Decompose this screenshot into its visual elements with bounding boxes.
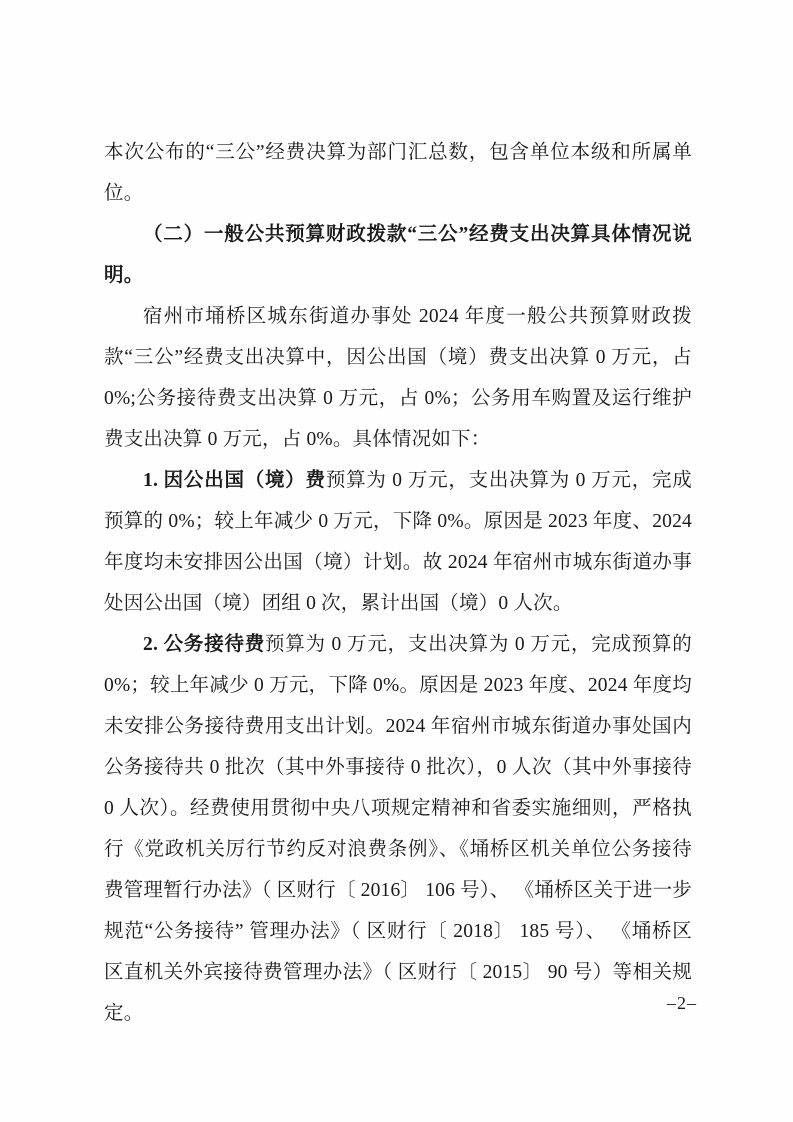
paragraph-4 [104,460,692,624]
page-number: –2– [667,993,697,1013]
paragraph-5-bold-lead: 2. 公务接待费 [143,634,266,655]
paragraph-4-bold-lead: 1. 因公出国（境）费 [143,470,326,491]
paragraph-3-text: 宿州市埇桥区城东街道办事处 2024 年度一般公共预算财政拨款“三公”经费支出决算中，因公出国（境）费支出决算 0 万元，占 0%;公务接待费支出决算 0 万元，占 0%；公务用车购置及运行维护费支出决算 0 万元，占 0%。具体情况如下： [104,306,692,450]
paragraph-2-heading [104,214,692,296]
paragraph-5-text: 预算为 0 万元，支出决算为 0 万元，完成预算的 0%；较上年减少 0 万元，下降 0%。原因是 2023 年度、2024 年度均未安排公务接待费用支出计划。2024 年宿州市城东街道办事处国内公务接待共 0 批次（其中外事接待 0 批次），0 人次（其中外事接待 0 人次）。经费使用贯彻中央八项规定精神和省委实施细则，严格执行《党政机关厉行节约反对浪费条例》、《埇桥区机关单位公务接待费管理暂行办法》（ 区财行〔 2016〕 106 号）、 《埇桥区关于进一步规范“公务接待” 管理办法》（ 区财行〔 2018〕 185 号）、 《埇桥区区直机关外宾接待费管理办法》（ 区财行〔 2015〕 90 号）等相关规定。 [104,634,692,1024]
paragraph-5 [104,624,692,1034]
paragraph-3 [104,296,692,460]
paragraph-2-bold-lead: （二）一般公共预算财政拨款“三公”经费支出决算具体情况说明。 [104,224,692,286]
paragraph-4-text: 预算为 0 万元，支出决算为 0 万元，完成预算的 0%；较上年减少 0 万元，下降 0%。原因是 2023 年度、2024 年度均未安排因公出国（境）计划。故 2024 年宿州市城东街道办事处因公出国（境）团组 0 次，累计出国（境）0 人次。 [104,470,692,614]
paragraph-1 [104,132,692,214]
document-body [104,132,692,1034]
paragraph-1-text: 本次公布的“三公”经费决算为部门汇总数，包含单位本级和所属单位。 [104,142,692,204]
